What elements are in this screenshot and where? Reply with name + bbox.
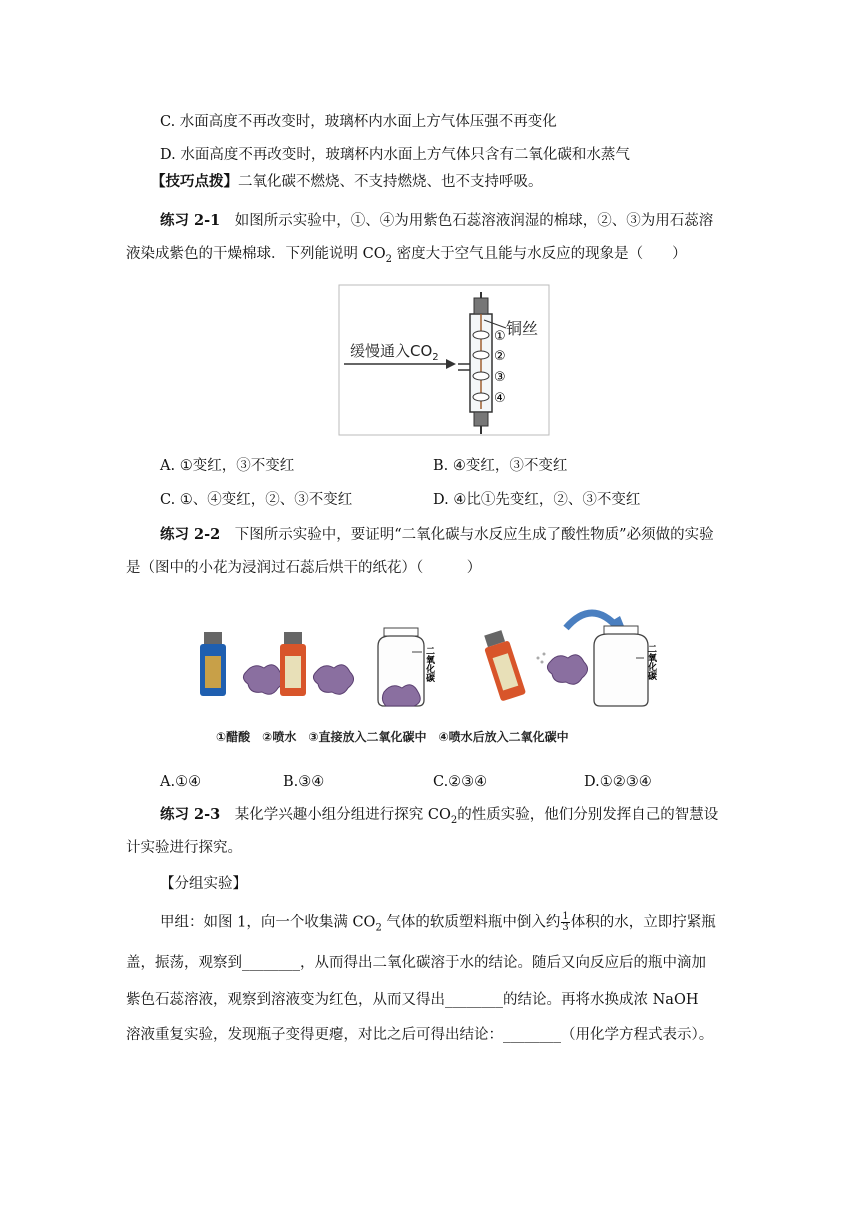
ex23-text1a: 某化学兴趣小组分组进行探究 CO	[234, 807, 451, 823]
ex22-label: 练习 2-2	[160, 526, 221, 543]
jar-2	[594, 626, 658, 706]
ex23-para2: 盖，振荡，观察到________，从而得出二氧化碳溶于水的结论。随后又向反应后的瓶中滴加	[126, 955, 706, 971]
ex23-line2: 计实验进行探究。	[126, 840, 242, 856]
ex23-label: 练习 2-3	[160, 806, 221, 823]
p1-sub: 2	[375, 922, 382, 934]
ex22-option-c: C.②③④	[433, 774, 488, 790]
ex21-option-a: A. ①变红，③不变红	[160, 458, 295, 474]
ex22-line2: 是（图中的小花为浸润过石蕊后烘干的纸花）（ ）	[126, 560, 482, 576]
ball-4-label: ④	[494, 391, 506, 406]
p1-c: 体积的水，立即拧紧瓶	[570, 914, 716, 931]
sprayer-1	[200, 632, 226, 696]
sprayer-3	[480, 629, 526, 702]
ex22-figure	[196, 600, 666, 750]
fig-wire-label: 铜丝	[506, 319, 539, 338]
ex21-option-b: B. ④变红，③不变红	[433, 458, 568, 474]
ball-3-label: ③	[494, 370, 506, 385]
option-d: D. 水面高度不再改变时，玻璃杯内水面上方气体只含有二氧化碳和水蒸气	[160, 147, 630, 163]
ex21-option-c: C. ①、④变红，②、③不变红	[160, 492, 353, 508]
ex22-line1	[160, 525, 714, 545]
ex21-line1	[160, 211, 713, 231]
flower-3	[547, 655, 587, 684]
ex21-text2b: 密度大于空气且能与水反应的现象是（ ）	[391, 246, 687, 262]
ex21-option-d: D. ④比①先变红，②、③不变红	[433, 492, 641, 508]
flower-1	[243, 665, 283, 694]
ex23-para3: 紫色石蕊溶液，观察到溶液变为红色，从而又得出________的结论。再将水换成浓 NaOH	[126, 992, 699, 1008]
frac-num: 1	[562, 911, 569, 922]
p1-a: 甲组：如图 1，向一个收集满 CO	[160, 914, 376, 931]
tip-line	[151, 172, 543, 192]
ex21-label: 练习 2-1	[160, 212, 221, 229]
ex23-para4: 溶液重复实验，发现瓶子变得更瘪，对比之后可得出结论：________（用化学方程式表示）。	[126, 1027, 714, 1043]
fig-inlet-label: 缓慢通入CO	[350, 342, 433, 360]
ex23-sub: 2	[450, 814, 458, 826]
ex22-text1: 下图所示实验中，要证明“二氧化碳与水反应生成了酸性物质”必须做的实验	[234, 527, 714, 543]
ex21-figure	[338, 284, 550, 436]
ex23-line1	[160, 805, 718, 831]
flower-2	[313, 665, 353, 694]
jar-1-label: 二氧化碳	[424, 646, 434, 682]
ex21-sub: 2	[385, 253, 392, 265]
option-c: C. 水面高度不再改变时，玻璃杯内水面上方气体压强不再变化	[160, 114, 557, 130]
fraction-one-third	[561, 912, 569, 933]
ex23-para1	[160, 912, 716, 938]
ex21-text2a: 液染成紫色的干燥棉球．下列能说明 CO	[126, 246, 386, 262]
tip-text: 二氧化碳不燃烧、不支持燃烧、也不支持呼吸。	[238, 174, 543, 190]
p1-b: 气体的软质塑料瓶中倒入约	[381, 914, 561, 931]
sprayer-2	[280, 632, 306, 696]
fig-inlet-sub: 2	[432, 352, 439, 363]
ex23-section: 【分组实验】	[160, 876, 247, 892]
ex22-option-b: B.③④	[283, 774, 325, 790]
frac-den: 3	[562, 922, 569, 933]
ex21-line2	[126, 244, 687, 270]
ex22-option-d: D.①②③④	[584, 774, 652, 790]
jar-2-label: 二氧化碳	[646, 644, 656, 680]
ex22-option-a: A.①④	[160, 774, 202, 790]
ex22-fig-caption: ①醋酸 ②喷水 ③直接放入二氧化碳中 ④喷水后放入二氧化碳中	[216, 730, 569, 744]
tip-label: 【技巧点拨】	[151, 173, 238, 190]
ex21-text1: 如图所示实验中，①、④为用紫色石蕊溶液润湿的棉球，②、③为用石蕊溶	[234, 213, 714, 229]
ball-1-label: ①	[494, 329, 506, 344]
ex23-text1b: 的性质实验，他们分别发挥自己的智慧设	[457, 807, 719, 823]
svg-text:缓慢通入CO2	[350, 342, 439, 363]
ball-2-label: ②	[494, 349, 506, 364]
jar-1	[378, 628, 436, 706]
